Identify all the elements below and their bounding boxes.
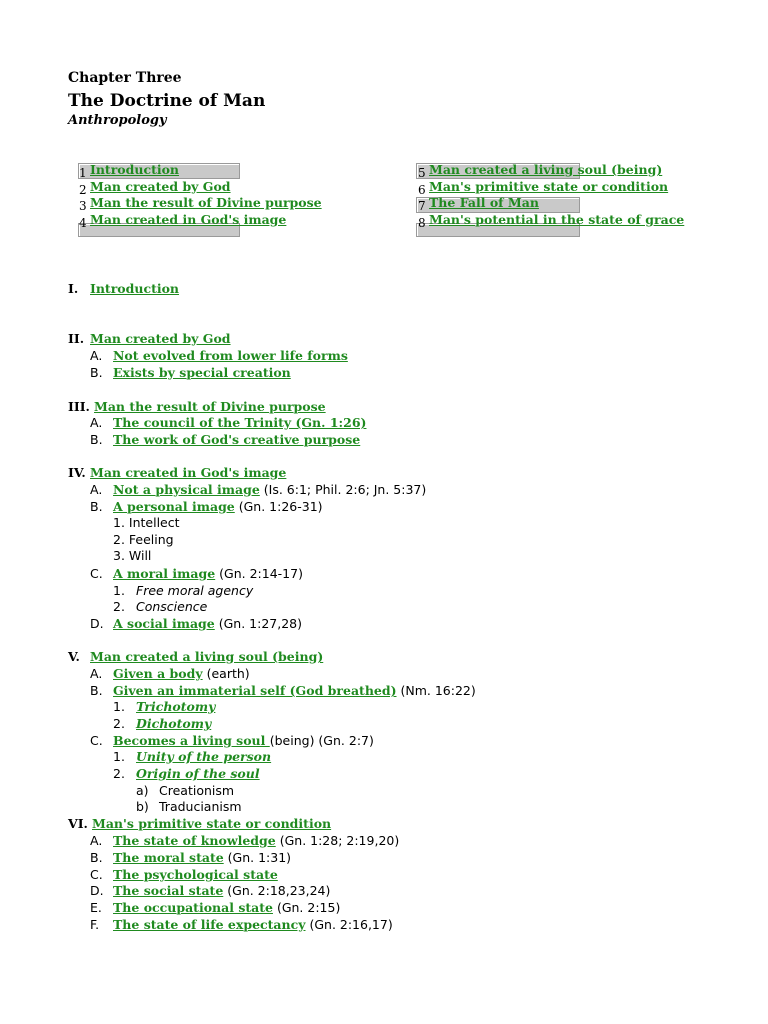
- section-link[interactable]: Man's primitive state or condition: [92, 816, 332, 831]
- outline-item: [0, 565, 768, 582]
- outline-item: [0, 414, 768, 431]
- item-link[interactable]: The state of knowledge: [113, 833, 276, 848]
- subitem-number: 2.: [113, 716, 125, 731]
- toc-link-fall-of-man[interactable]: The Fall of Man: [429, 195, 539, 211]
- page-subtitle: Anthropology: [68, 113, 167, 128]
- outline-subitem: [0, 765, 768, 782]
- subsubitem-text: Creationism: [159, 783, 235, 798]
- outline-item: [0, 615, 768, 632]
- roman-numeral: IV.: [68, 465, 86, 480]
- toc-link-introduction[interactable]: Introduction: [90, 162, 180, 177]
- item-link[interactable]: The social state: [113, 883, 224, 898]
- scripture-ref: (Gn. 2:15): [272, 900, 341, 915]
- subitem-link[interactable]: Origin of the soul: [136, 766, 260, 781]
- outline-section-heading: [0, 330, 768, 347]
- item-letter: C.: [90, 733, 103, 748]
- section-link[interactable]: Man created in God's image: [90, 465, 287, 480]
- item-letter: A.: [90, 348, 103, 363]
- toc-link-state-of-grace[interactable]: Man's potential in the state of grace: [429, 212, 685, 228]
- item-link[interactable]: The psychological state: [113, 867, 278, 882]
- outline-subsubitem: [0, 798, 768, 815]
- item-link[interactable]: Not a physical image: [113, 482, 260, 497]
- outline-item: [0, 364, 768, 381]
- subitem-text: 1. Intellect: [113, 515, 180, 530]
- item-link[interactable]: Given an immaterial self (God breathed): [113, 683, 397, 698]
- item-letter: A.: [90, 666, 103, 681]
- section-link-introduction[interactable]: Introduction: [90, 281, 180, 296]
- toc-num: 8: [418, 216, 426, 231]
- item-letter: B.: [90, 683, 103, 698]
- item-letter: E.: [90, 900, 102, 915]
- item-link[interactable]: The moral state: [113, 850, 224, 865]
- item-link[interactable]: The council of the Trinity (Gn. 1:26): [113, 415, 367, 430]
- scripture-ref: (Is. 6:1; Phil. 2:6; Jn. 5:37): [259, 482, 427, 497]
- subitem-number: 1.: [113, 583, 125, 598]
- item-letter: C.: [90, 566, 103, 581]
- item-letter: A.: [90, 833, 103, 848]
- scripture-ref: (Gn. 1:28; 2:19,20): [275, 833, 400, 848]
- item-letter: B.: [90, 850, 103, 865]
- section-link[interactable]: Man the result of Divine purpose: [94, 399, 326, 414]
- toc-link-man-created-by-god[interactable]: Man created by God: [90, 178, 231, 194]
- toc-link-living-soul[interactable]: Man created a living soul (being): [429, 162, 663, 177]
- toc-num: 5: [418, 166, 426, 180]
- section-link[interactable]: Man created by God: [90, 331, 231, 346]
- item-letter: A.: [90, 482, 103, 497]
- item-letter: A.: [90, 415, 103, 430]
- outline-item: [0, 347, 768, 364]
- outline-item: [0, 481, 768, 498]
- outline-item: [0, 882, 768, 899]
- outline-subitem: [0, 698, 768, 715]
- subsubitem-text: Traducianism: [159, 799, 242, 814]
- item-letter: D.: [90, 883, 104, 898]
- outline-section-heading: [0, 280, 768, 297]
- outline-subitem: [0, 514, 768, 531]
- item-letter: B.: [90, 365, 103, 380]
- outline-item: [0, 899, 768, 916]
- scripture-ref: (Gn. 2:16,17): [305, 917, 393, 932]
- scripture-ref: (Gn. 1:31): [223, 850, 292, 865]
- outline-item: [0, 866, 768, 883]
- scripture-ref: (Gn. 2:14-17): [215, 566, 303, 581]
- outline-item: [0, 916, 768, 933]
- subsubitem-letter: a): [136, 783, 149, 798]
- subitem-number: 2.: [113, 766, 125, 781]
- subsubitem-letter: b): [136, 799, 149, 814]
- outline-item: [0, 682, 768, 699]
- roman-numeral: V.: [68, 649, 80, 664]
- roman-numeral: VI.: [68, 816, 88, 831]
- outline-subitem: [0, 715, 768, 732]
- item-link[interactable]: The occupational state: [113, 900, 273, 915]
- section-link[interactable]: Man created a living soul (being): [90, 649, 324, 664]
- outline-item: [0, 665, 768, 682]
- subitem-number: 2.: [113, 599, 125, 614]
- toc-link-divine-purpose[interactable]: Man the result of Divine purpose: [90, 195, 322, 211]
- outline-item: [0, 431, 768, 448]
- item-link[interactable]: Not evolved from lower life forms: [113, 348, 348, 363]
- scripture-ref: (Gn. 2:18,23,24): [223, 883, 331, 898]
- item-link[interactable]: Given a body: [113, 666, 203, 681]
- subitem-text: 2. Feeling: [113, 532, 174, 547]
- outline-subitem: [0, 748, 768, 765]
- subitem-text: 3. Will: [113, 548, 152, 563]
- item-link[interactable]: Exists by special creation: [113, 365, 291, 380]
- scripture-ref: (Gn. 1:26-31): [234, 499, 323, 514]
- subitem-link[interactable]: Unity of the person: [136, 749, 272, 764]
- outline-subitem: [0, 582, 768, 599]
- item-link[interactable]: The state of life expectancy: [113, 917, 306, 932]
- outline-section-heading: [0, 815, 768, 832]
- item-link[interactable]: A social image: [113, 616, 215, 631]
- outline-item: [0, 498, 768, 515]
- subitem-link[interactable]: Dichotomy: [136, 716, 212, 731]
- outline-subitem: [0, 547, 768, 564]
- item-letter: C.: [90, 867, 103, 882]
- item-letter: D.: [90, 616, 104, 631]
- scripture-ref: (earth): [202, 666, 250, 681]
- roman-numeral: I.: [68, 281, 79, 296]
- toc-num: 4: [79, 216, 87, 231]
- toc-link-primitive-state[interactable]: Man's primitive state or condition: [429, 178, 669, 194]
- outline-subitem: [0, 531, 768, 548]
- item-link[interactable]: A moral image: [113, 566, 216, 581]
- outline-subitem: [0, 598, 768, 615]
- item-letter: B.: [90, 432, 103, 447]
- item-link[interactable]: Becomes a living soul: [113, 733, 270, 748]
- outline-subsubitem: [0, 782, 768, 799]
- outline-item: [0, 832, 768, 849]
- toc-num: 1: [79, 166, 87, 180]
- item-letter: F.: [90, 917, 100, 932]
- subitem-link[interactable]: Trichotomy: [136, 699, 216, 714]
- outline-section-heading: [0, 648, 768, 665]
- roman-numeral: III.: [68, 399, 90, 414]
- scripture-ref: (being) (Gn. 2:7): [269, 733, 374, 748]
- toc-num: 6: [418, 182, 426, 197]
- toc-link-gods-image[interactable]: Man created in God's image: [90, 212, 287, 228]
- subitem-number: 1.: [113, 699, 125, 714]
- item-letter: B.: [90, 499, 103, 514]
- item-link[interactable]: The work of God's creative purpose: [113, 432, 361, 447]
- outline-item: [0, 849, 768, 866]
- subitem-text: Free moral agency: [136, 583, 254, 598]
- subitem-text: Conscience: [136, 599, 208, 614]
- toc-num: 7: [418, 199, 426, 214]
- subitem-number: 1.: [113, 749, 125, 764]
- scripture-ref: (Gn. 1:27,28): [214, 616, 302, 631]
- chapter-label: Chapter Three: [68, 70, 182, 86]
- toc-num: 2: [79, 182, 87, 197]
- outline-item: [0, 732, 768, 749]
- scripture-ref: (Nm. 16:22): [396, 683, 476, 698]
- toc-num: 3: [79, 199, 87, 214]
- outline-section-heading: [0, 398, 768, 415]
- outline-section-heading: [0, 464, 768, 481]
- roman-numeral: II.: [68, 331, 85, 346]
- page-title: The Doctrine of Man: [68, 91, 266, 111]
- item-link[interactable]: A personal image: [113, 499, 235, 514]
